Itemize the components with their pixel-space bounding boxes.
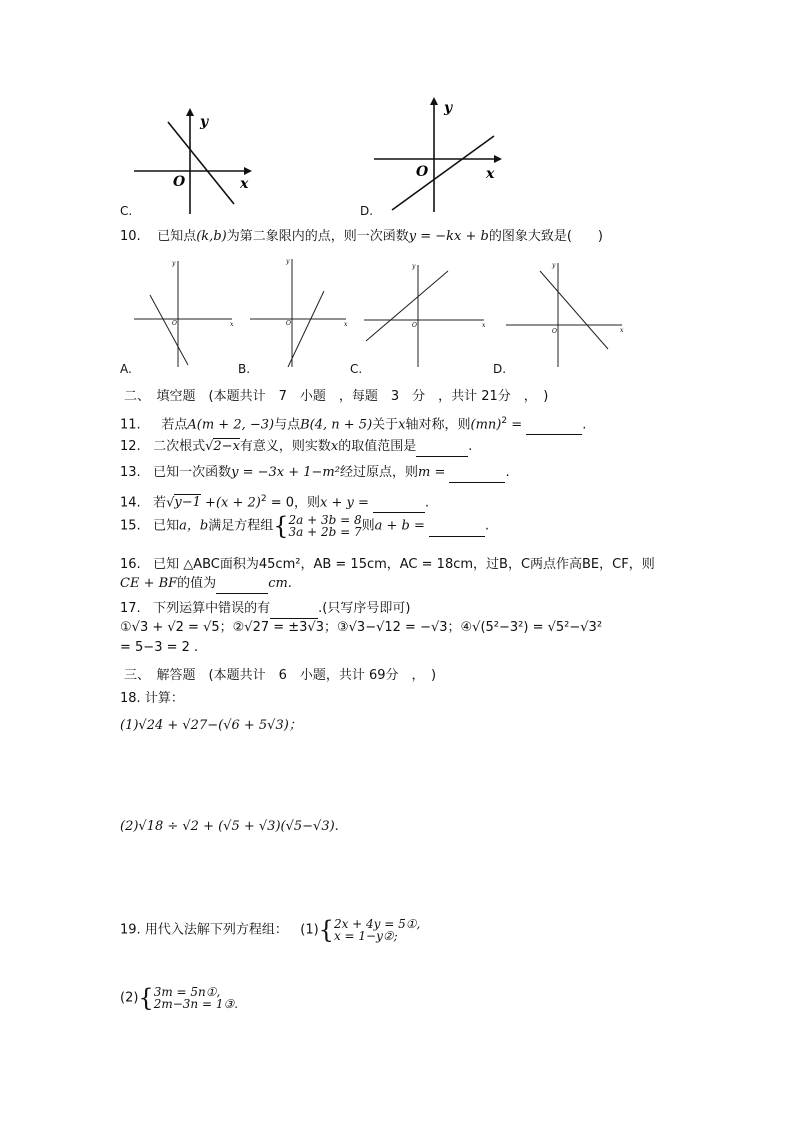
section-3-heading: 三、 解答题 (本题共计 6 小题，共计 69分 ， ) [124, 668, 437, 683]
q9-option-d[interactable]: D. [360, 204, 374, 218]
q10-graph-c [362, 255, 492, 370]
q11-point-b: B(4, n + 5) [300, 417, 373, 433]
q17-pre: 下列运算中错误的有 [153, 601, 271, 616]
q13 [120, 464, 510, 483]
q19-part1-system [334, 918, 420, 942]
q14-radicand: y−1 [174, 495, 201, 511]
q10-option-a[interactable]: A. [120, 362, 132, 376]
function-line [366, 271, 448, 341]
q14-sup: 2 [260, 494, 267, 504]
q17-number: 17. [120, 601, 141, 616]
x-label: x [230, 321, 234, 328]
x-axis-arrow-icon [494, 155, 502, 163]
q13-end: . [505, 465, 510, 480]
q14 [120, 490, 429, 513]
sqrt-icon: √ [205, 439, 214, 454]
q19-part2-label: (2) [120, 990, 139, 1006]
q13-number: 13. [120, 465, 141, 480]
q10-option-b[interactable]: B. [238, 362, 251, 376]
function-line [392, 136, 494, 210]
q11-sup: 2 [501, 416, 508, 426]
q9-graph-d [370, 96, 510, 216]
q17-line1 [120, 600, 410, 619]
q15-vars: a，b [179, 518, 209, 534]
brace-icon: { [138, 984, 154, 1012]
q14-pre: 若 [153, 495, 167, 511]
x-label: x [344, 321, 348, 328]
q12-var: x [330, 439, 339, 454]
q14-mid2: = 0，则 [266, 495, 321, 511]
q16-unit: cm [268, 576, 288, 591]
q12-pre: 二次根式 [153, 439, 206, 454]
q15 [120, 514, 489, 538]
q16-answer-blank[interactable] [216, 575, 268, 594]
q16-mid: 的值为 [177, 576, 217, 591]
q19-part2-system [154, 986, 238, 1010]
q16-number: 16. [120, 557, 141, 572]
q19-p2-eq1: 3m = 5n①, [153, 985, 221, 999]
q19-p1-eq2: x = 1−y②; [333, 929, 398, 943]
q15-end: . [485, 518, 490, 534]
q11-answer-blank[interactable] [526, 416, 582, 435]
q16-expr: CE + BF [120, 576, 178, 591]
q10-point: (k,b) [196, 229, 227, 244]
q14-answer-blank[interactable] [373, 494, 425, 513]
q19-number: 19. [120, 922, 141, 938]
q12-mid: 有意义，则实数 [239, 439, 331, 454]
q15-expr: a + b = [374, 518, 429, 534]
q19-title-text: 用代入法解下列方程组： [144, 922, 288, 938]
brace-icon: { [318, 916, 334, 944]
q18-part2: (2)√18 ÷ √2 + (√5 + √3)(√5−√3). [120, 819, 339, 834]
q10-graph-a [132, 255, 242, 370]
q17-line2 [120, 619, 602, 637]
q18-part1: (1)√24 + √27−(√6 + 5√3)； [120, 718, 302, 733]
q12 [120, 438, 472, 457]
q17-line3 [120, 639, 198, 657]
q19-line2 [120, 986, 238, 1010]
q19-p1-eq1: 2x + 4y = 5①, [333, 917, 421, 931]
q14-end: . [425, 495, 430, 511]
origin-label: O [286, 320, 291, 327]
q17-statements-cont: = 5−3 = 2 . [120, 640, 199, 655]
q12-number: 12. [120, 439, 141, 454]
x-label: x [482, 322, 486, 329]
y-axis-arrow-icon [186, 108, 194, 116]
q12-radicand: 2−x [213, 439, 240, 454]
q15-number: 15. [120, 518, 141, 534]
origin-label: O [416, 164, 429, 180]
q11-axis: x [398, 417, 406, 433]
q15-eq2: 3a + 2b = 7 [288, 525, 362, 539]
q11-end: . [582, 417, 587, 433]
y-label: y [286, 258, 290, 265]
q9-option-c[interactable]: C. [120, 204, 133, 218]
q13-var: m = [417, 465, 450, 480]
q13-post: 经过原点，则 [339, 465, 418, 480]
x-label: x [486, 166, 495, 182]
q19-line1 [120, 918, 420, 942]
origin-label: O [412, 322, 417, 329]
q11-eq: = [507, 417, 527, 433]
q14-mid: +(x + 2) [200, 495, 261, 511]
q10-stem-post: 的图象大致是( ) [488, 229, 603, 244]
q14-number: 14. [120, 495, 141, 511]
q13-expr: y = −3x + 1−m² [231, 465, 340, 480]
q14-expr: x + y = [320, 495, 374, 511]
q16-end: . [287, 576, 292, 591]
x-axis-arrow-icon [244, 167, 252, 175]
q10-graph-b [248, 255, 358, 370]
q18-title-text: 计算： [144, 691, 184, 706]
q13-pre: 已知一次函数 [153, 465, 232, 480]
q9-graph-c [128, 108, 258, 218]
q11-point-a: A(m + 2, −3) [187, 417, 275, 433]
q15-eq1: 2a + 3b = 8 [288, 513, 362, 527]
q11-post: 轴对称，则 [405, 417, 471, 433]
function-line [150, 295, 188, 365]
q16-line2 [120, 575, 292, 594]
y-label: y [200, 114, 209, 130]
origin-label: O [552, 328, 557, 335]
q11-pre: 若点 [161, 417, 188, 433]
function-line [540, 271, 608, 349]
q10-option-c[interactable]: C. [350, 362, 363, 376]
q18-title [120, 690, 184, 708]
q17-answer-blank[interactable] [270, 600, 318, 619]
y-label: y [444, 100, 453, 116]
q11-mid2: 关于 [372, 417, 399, 433]
x-label: x [620, 327, 624, 334]
x-label: x [240, 176, 249, 192]
q17-statements: ①√3 + √2 = √5；②√27 = ±3√3；③√3−√12 = −√3；④√(5²−3²) = √5²−√3² [120, 620, 603, 635]
q12-post: 的取值范围是 [338, 439, 417, 454]
q10-stem-mid: 为第二象限内的点，则一次函数 [226, 229, 409, 244]
q15-pre: 已知 [153, 518, 180, 534]
q10-function: y = −kx + b [408, 229, 489, 244]
q11-number: 11. [120, 417, 141, 433]
q19-part1-label: (1) [300, 922, 319, 938]
y-label: y [552, 262, 556, 269]
q16-text: 已知 △ABC面积为45cm²，AB = 15cm，AC = 18cm，过B，C两点作高BE，CF，则 [153, 557, 655, 572]
q19-p2-eq2: 2m−3n = 1③. [153, 997, 239, 1011]
q11-expr: (mn) [470, 417, 502, 433]
q12-end: . [468, 439, 473, 454]
q11 [120, 412, 586, 435]
sqrt-icon: √ [166, 495, 175, 511]
q10-option-d[interactable]: D. [493, 362, 507, 376]
q17-post: .(只写序号即可) [318, 601, 411, 616]
q15-mid: 满足方程组 [208, 518, 274, 534]
function-line [168, 122, 234, 204]
q15-answer-blank[interactable] [429, 518, 485, 537]
q10-number: 10. [120, 229, 141, 244]
q11-mid: 与点 [274, 417, 301, 433]
q13-answer-blank[interactable] [449, 464, 505, 483]
y-label: y [172, 260, 176, 267]
q10-stem [120, 228, 603, 246]
function-line [288, 291, 324, 367]
origin-label: O [172, 320, 177, 327]
origin-label: O [173, 174, 186, 190]
q16-line1 [120, 556, 655, 574]
y-axis-arrow-icon [430, 97, 438, 105]
q10-stem-pre: 已知点 [157, 229, 197, 244]
q15-system [288, 514, 361, 538]
q18-number: 18. [120, 691, 141, 706]
y-label: y [412, 263, 416, 270]
q15-post: 则 [361, 518, 375, 534]
q12-answer-blank[interactable] [416, 438, 468, 457]
brace-icon: { [273, 512, 289, 540]
section-2-heading: 二、 填空题 (本题共计 7 小题 ，每题 3 分 ，共计 21分 ， ) [124, 389, 549, 404]
q10-graph-d [504, 255, 629, 370]
